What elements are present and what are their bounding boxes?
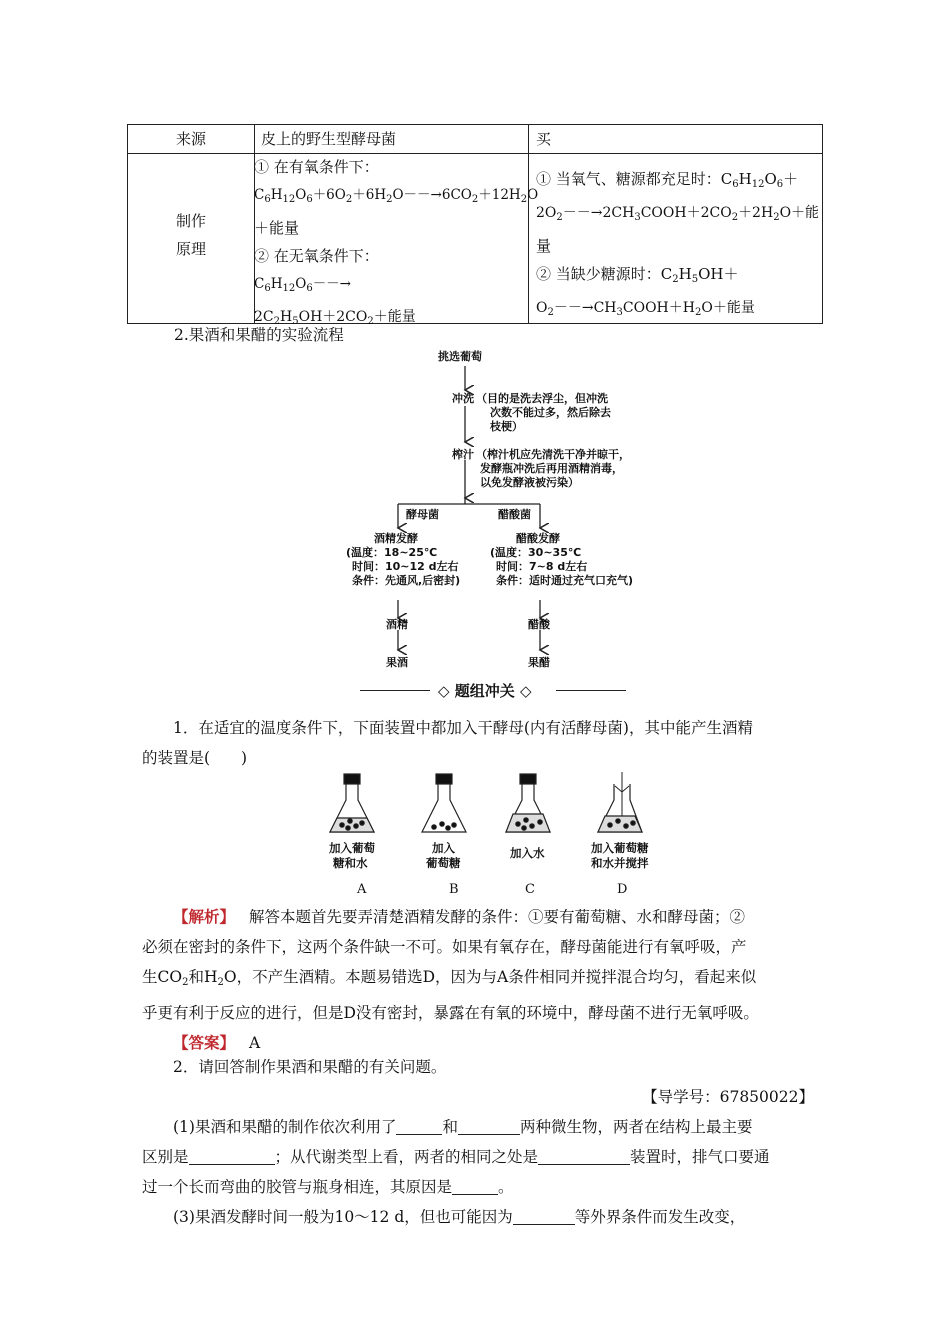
flask-c [506,774,550,832]
text-line: 过一个长而弯曲的胶管与瓶身相连，其原因是 。 [142,1178,514,1196]
flow-note: 次数不能过多，然后除去 [490,406,611,419]
flow-step: 冲洗 [452,392,474,405]
flask-caption: 加入水 [510,846,545,860]
flask-caption: 葡萄糖 [426,856,461,870]
flow-note: (温度：18~25℃ [346,546,438,559]
flask-letter: D [617,882,628,897]
text-line: 的装置是( ) [142,749,248,767]
question-2-title: 2．请回答制作果酒和果醋的有关问题。 [173,1058,447,1076]
equation-line: $C_6H_{12}O_6--\to$ [254,276,351,294]
flow-step: 挑选葡萄 [438,350,482,363]
answer-blank[interactable] [452,1178,498,1195]
analysis-block [142,902,814,1058]
flow-branch-label: 醋酸菌 [498,508,531,521]
equation-line: ② 当缺少糖源时：$C_2H_5OH+$ [536,265,739,285]
text-line: 1．在适宜的温度条件下，下面装置中都加入干酵母(内有活酵母菌)，其中能产生酒精 [173,719,753,737]
flow-note: （目的是洗去浮尘，但冲洗 [476,392,608,405]
flow-note: 时间：7~8 d左右 [496,560,588,573]
flow-step: 酒精发酵 [374,532,418,545]
text-line: (1)果酒和果醋的制作依次利用了 和 两种微生物，两者在结构上最主要 [173,1118,753,1136]
equation-line: ＋能量 [254,219,300,237]
flow-note: 条件：适时通过充气口充气) [496,574,634,587]
flow-branch-label: 酵母菌 [406,508,439,521]
flask-caption: 加入葡萄 [329,841,375,855]
flow-note: 时间：10~12 d左右 [352,560,459,573]
answer-blank[interactable] [538,1148,630,1165]
flow-final: 果酒 [386,656,408,669]
text-line: (3)果酒发酵时间一般为10～12 d，但也可能因为 等外界条件而发生改变， [173,1208,746,1226]
flow-product: 酒精 [386,618,408,631]
table-cell-bacteria-source: 买 [536,130,552,148]
flask-caption: 糖和水 [333,856,368,870]
experiment-flowchart [330,346,670,676]
flask-d [598,772,642,832]
answer-blank[interactable] [396,1118,442,1135]
answer-blank[interactable] [458,1118,520,1135]
flask-figures [318,770,668,900]
label-line: 原理 [175,240,206,258]
flow-step: 榨汁 [452,448,474,461]
section-divider-title: ◇ 题组冲关 ◇ [438,682,532,700]
divider-line-left [360,690,430,691]
equation-line: $C_6H_{12}O_6+6O_2+6H_2O--\to 6CO_2+12H_2O$ [254,187,539,205]
flow-note: 发酵瓶冲洗后再用酒精消毒， [480,462,623,475]
flow-step: 醋酸发酵 [516,532,560,545]
flask-caption: 加入葡萄糖 [591,841,649,855]
flask-letter: C [525,882,535,897]
text-line: 区别是 ；从代谢类型上看，两者的相同之处是 装置时，排气口要通 [142,1148,770,1166]
equation-line: $2C_2H_5OH+2CO_2+$能量 [254,309,416,327]
answer-blank[interactable] [513,1208,575,1225]
flow-final: 果醋 [528,656,550,669]
stopper [436,774,452,784]
equation-line: $2O_2--\to 2CH_3COOH+2CO_2+2H_2O+$能 [536,205,820,223]
equation-line: ① 当氧气、糖源都充足时：$C_6H_{12}O_6+$ [536,170,799,190]
text-line: 必须在密封的条件下，这两个条件缺一不可。如果有氧存在，酵母菌能进行有氧呼吸，产 [142,938,747,956]
comparison-table [127,124,823,327]
flask-letter: B [449,882,459,897]
equation-line: ① 在有氧条件下： [254,158,379,176]
flask-a [330,774,374,832]
guide-number: 【导学号：67850022】 [642,1088,814,1106]
equation-line: ② 在无氧条件下： [254,247,379,265]
flow-note: 以免发酵液被污染） [480,476,579,489]
flask-caption: 加入 [432,841,455,855]
flask-caption: 和水并搅拌 [591,856,649,870]
section-title: 2.果酒和果醋的实验流程 [174,326,344,344]
answer-blank[interactable] [189,1148,275,1165]
stopper [520,774,536,784]
analysis-tag: 【解析】 [173,907,236,926]
equation-line: $O_2--\to CH_3COOH+H_2O+$能量 [536,300,755,318]
flow-note: 枝梗） [490,420,523,433]
table-cell-yeast-source: 皮上的野生型酵母菌 [261,130,397,148]
text-line: 乎更有利于反应的进行，但是D没有密封，暴露在有氧的环境中，酵母菌不进行无氧呼吸。 [142,1004,759,1022]
flask-letter: A [357,882,367,897]
label-line: 制作 [175,212,206,230]
flask-b [422,774,466,832]
flow-note: 条件：先通风,后密封) [352,574,461,587]
answer-value: A [249,1034,261,1052]
flow-product: 醋酸 [528,618,550,631]
table-cell-source-label: 来源 [175,130,206,148]
stopper [344,774,360,784]
text-line: 【解析】 解答本题首先要弄清楚酒精发酵的条件：①要有葡萄糖、水和酵母菌；② [173,907,746,926]
equation-line: 量 [536,237,552,255]
text-line: 生$CO_2$和$H_2O$，不产生酒精。本题易错选D，因为与A条件相同并搅拌混合均匀，看起来似 [142,968,757,988]
flow-note: (温度：30~35℃ [490,546,582,559]
answer-tag: 【答案】 [173,1033,236,1052]
divider-line-right [556,690,626,691]
flow-note: （榨汁机应先清洗干净并晾干， [476,448,630,461]
question-2 [142,1052,814,1232]
table-cell-principle-label [128,207,254,263]
question-1-text [142,713,814,773]
